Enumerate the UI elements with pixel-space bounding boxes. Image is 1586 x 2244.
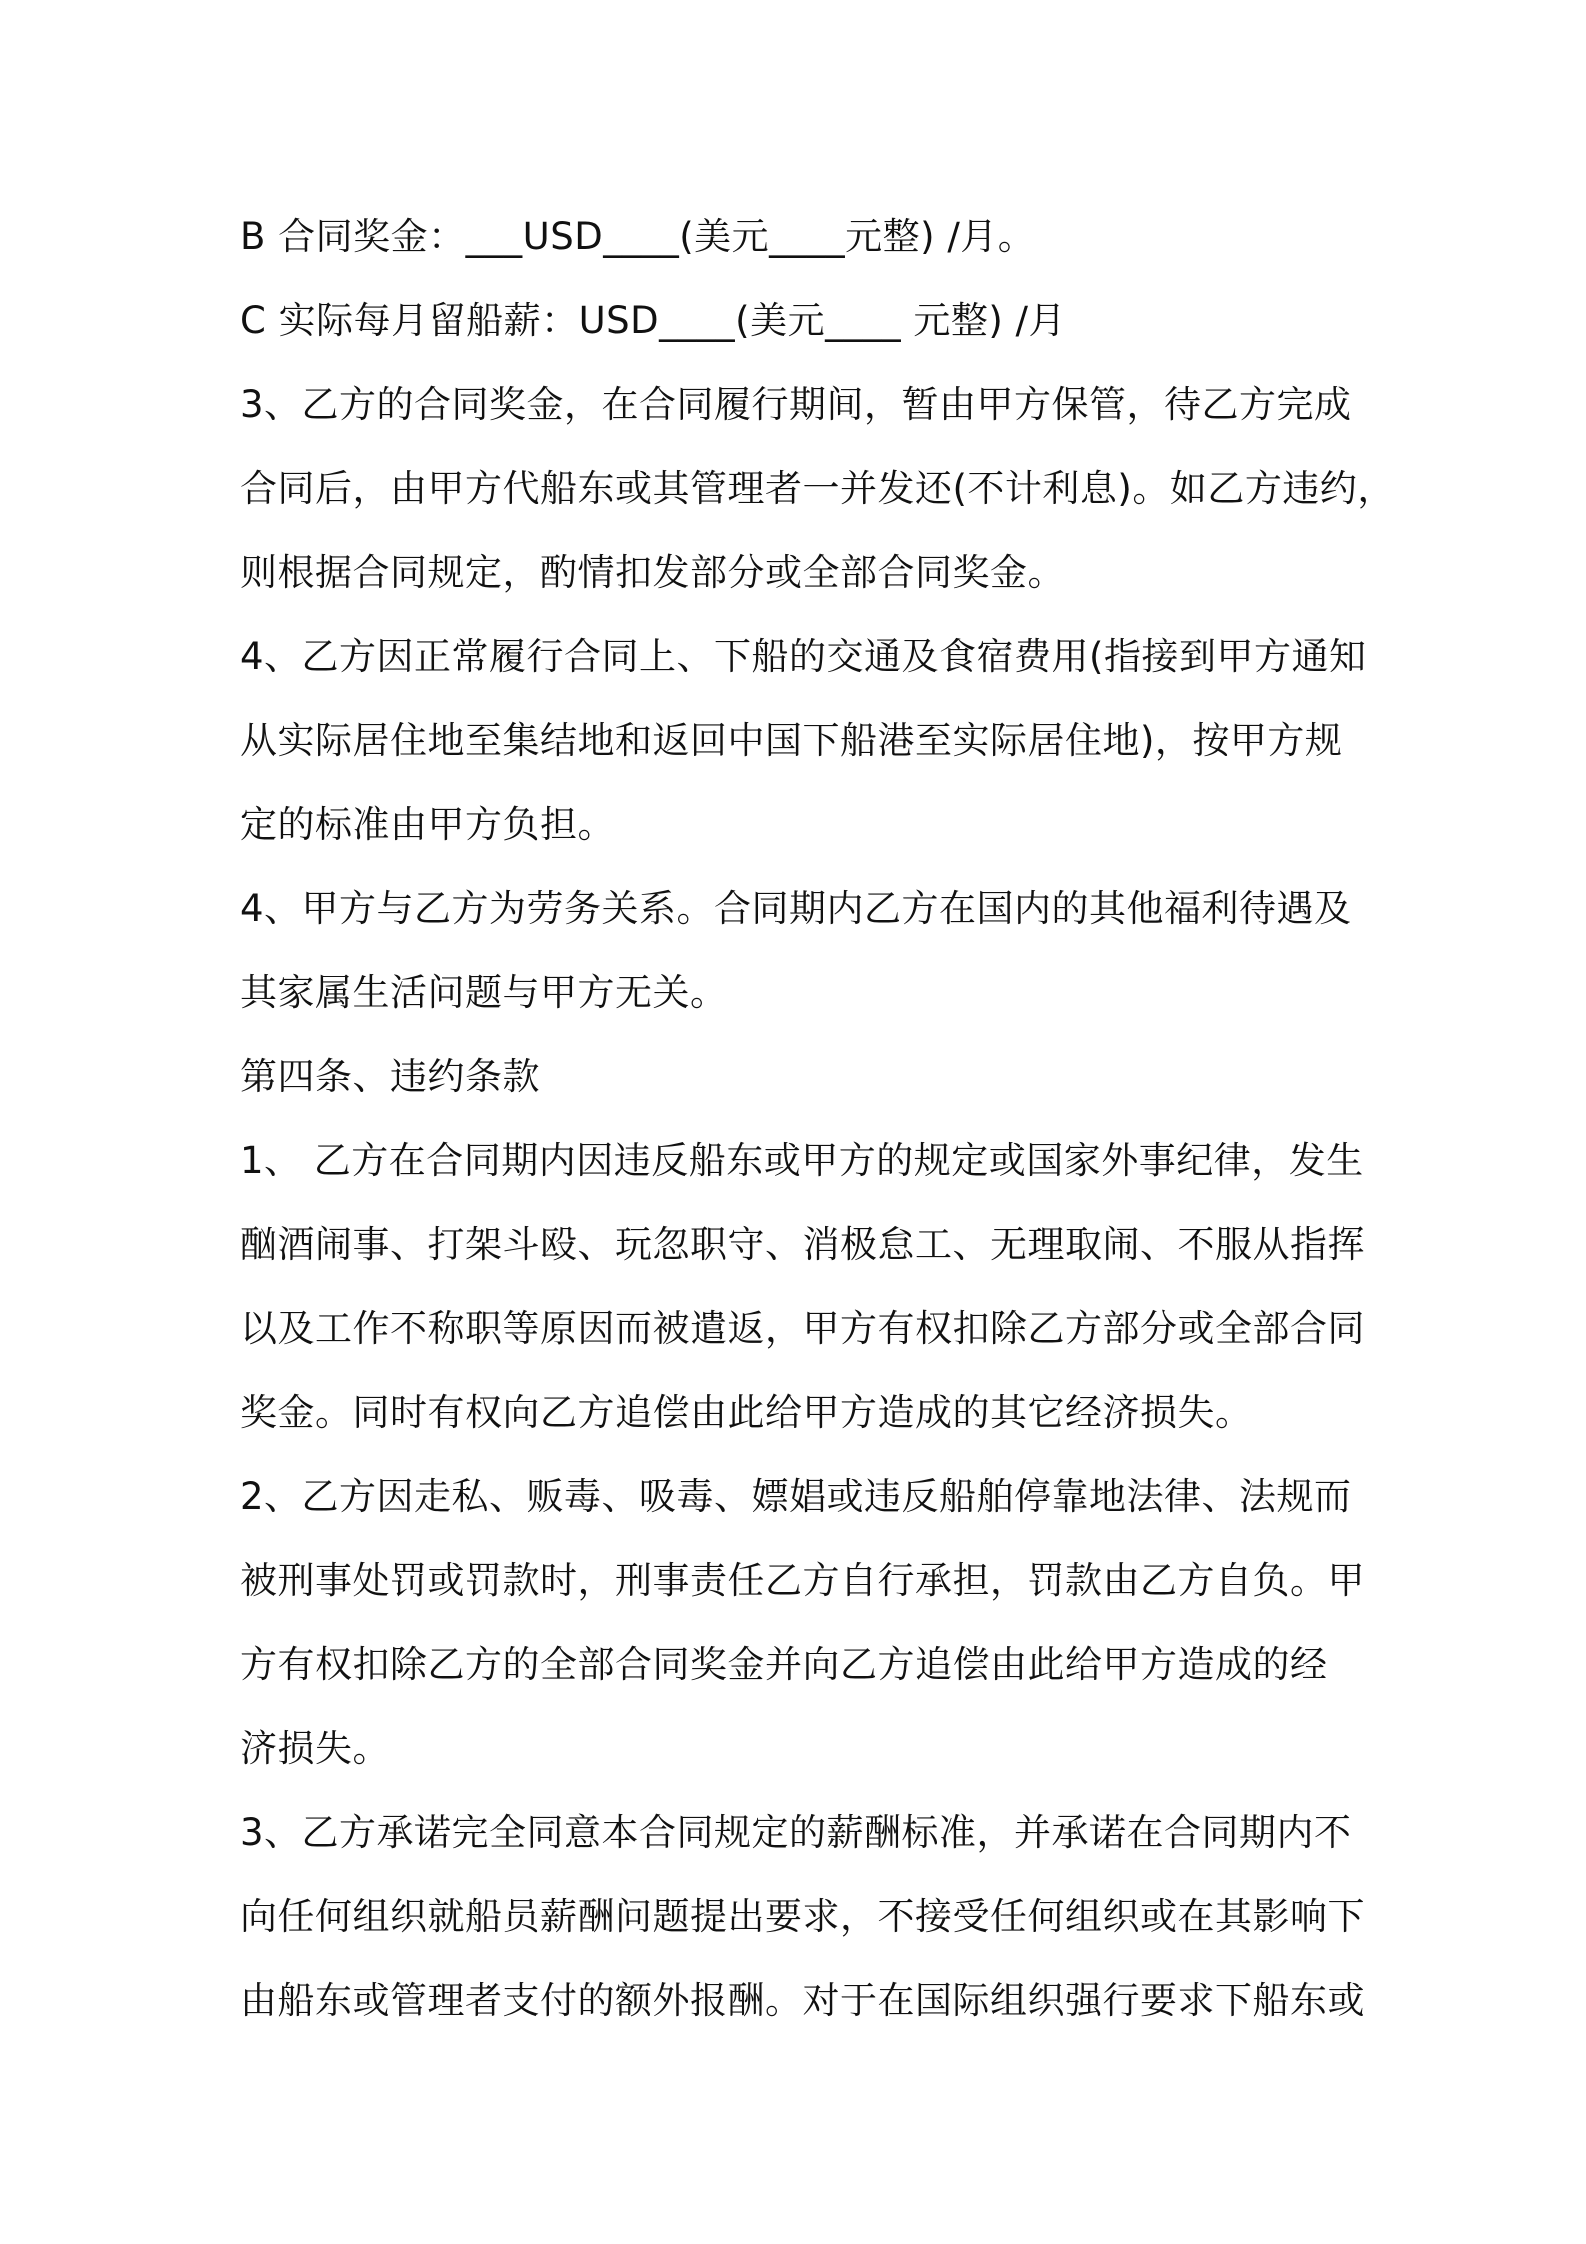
text-line: 定的标准由甲方负担。	[240, 803, 615, 846]
text-line: 合同后，由甲方代船东或其管理者一并发还(不计利息)。如乙方违约，	[240, 467, 1395, 510]
text-line: B 合同奖金：___USD____(美元____元整) /月。	[240, 215, 1036, 258]
text-line: 4、甲方与乙方为劳务关系。合同期内乙方在国内的其他福利待遇及	[240, 887, 1352, 930]
text-line: 2、乙方因走私、贩毒、吸毒、嫖娼或违反船舶停靠地法律、法规而	[240, 1475, 1352, 1518]
text-line: 被刑事处罚或罚款时，刑事责任乙方自行承担，罚款由乙方自负。甲	[240, 1559, 1365, 1602]
text-line: 4、乙方因正常履行合同上、下船的交通及食宿费用(指接到甲方通知	[240, 635, 1367, 678]
text-line: 济损失。	[240, 1727, 390, 1770]
text-line: 由船东或管理者支付的额外报酬。对于在国际组织强行要求下船东或	[240, 1979, 1365, 2022]
text-line: 奖金。同时有权向乙方追偿由此给甲方造成的其它经济损失。	[240, 1391, 1253, 1434]
text-line: 向任何组织就船员薪酬问题提出要求，不接受任何组织或在其影响下	[240, 1895, 1365, 1938]
text-line: 酗酒闹事、打架斗殴、玩忽职守、消极怠工、无理取闹、不服从指挥	[240, 1223, 1365, 1266]
section-heading: 第四条、违约条款	[240, 1055, 540, 1098]
document-body	[240, 195, 1395, 2043]
text-line: C 实际每月留船薪：USD____(美元____ 元整) /月	[240, 299, 1067, 342]
text-line: 3、乙方的合同奖金，在合同履行期间，暂由甲方保管，待乙方完成	[240, 383, 1352, 426]
text-line: 则根据合同规定，酌情扣发部分或全部合同奖金。	[240, 551, 1065, 594]
text-line: 1、 乙方在合同期内因违反船东或甲方的规定或国家外事纪律，发生	[240, 1139, 1364, 1182]
text-line: 以及工作不称职等原因而被遣返，甲方有权扣除乙方部分或全部合同	[240, 1307, 1365, 1350]
text-line: 方有权扣除乙方的全部合同奖金并向乙方追偿由此给甲方造成的经	[240, 1643, 1328, 1686]
text-line: 其家属生活问题与甲方无关。	[240, 971, 728, 1014]
text-line: 3、乙方承诺完全同意本合同规定的薪酬标准，并承诺在合同期内不	[240, 1811, 1352, 1854]
text-line: 从实际居住地至集结地和返回中国下船港至实际居住地)，按甲方规	[240, 719, 1343, 762]
